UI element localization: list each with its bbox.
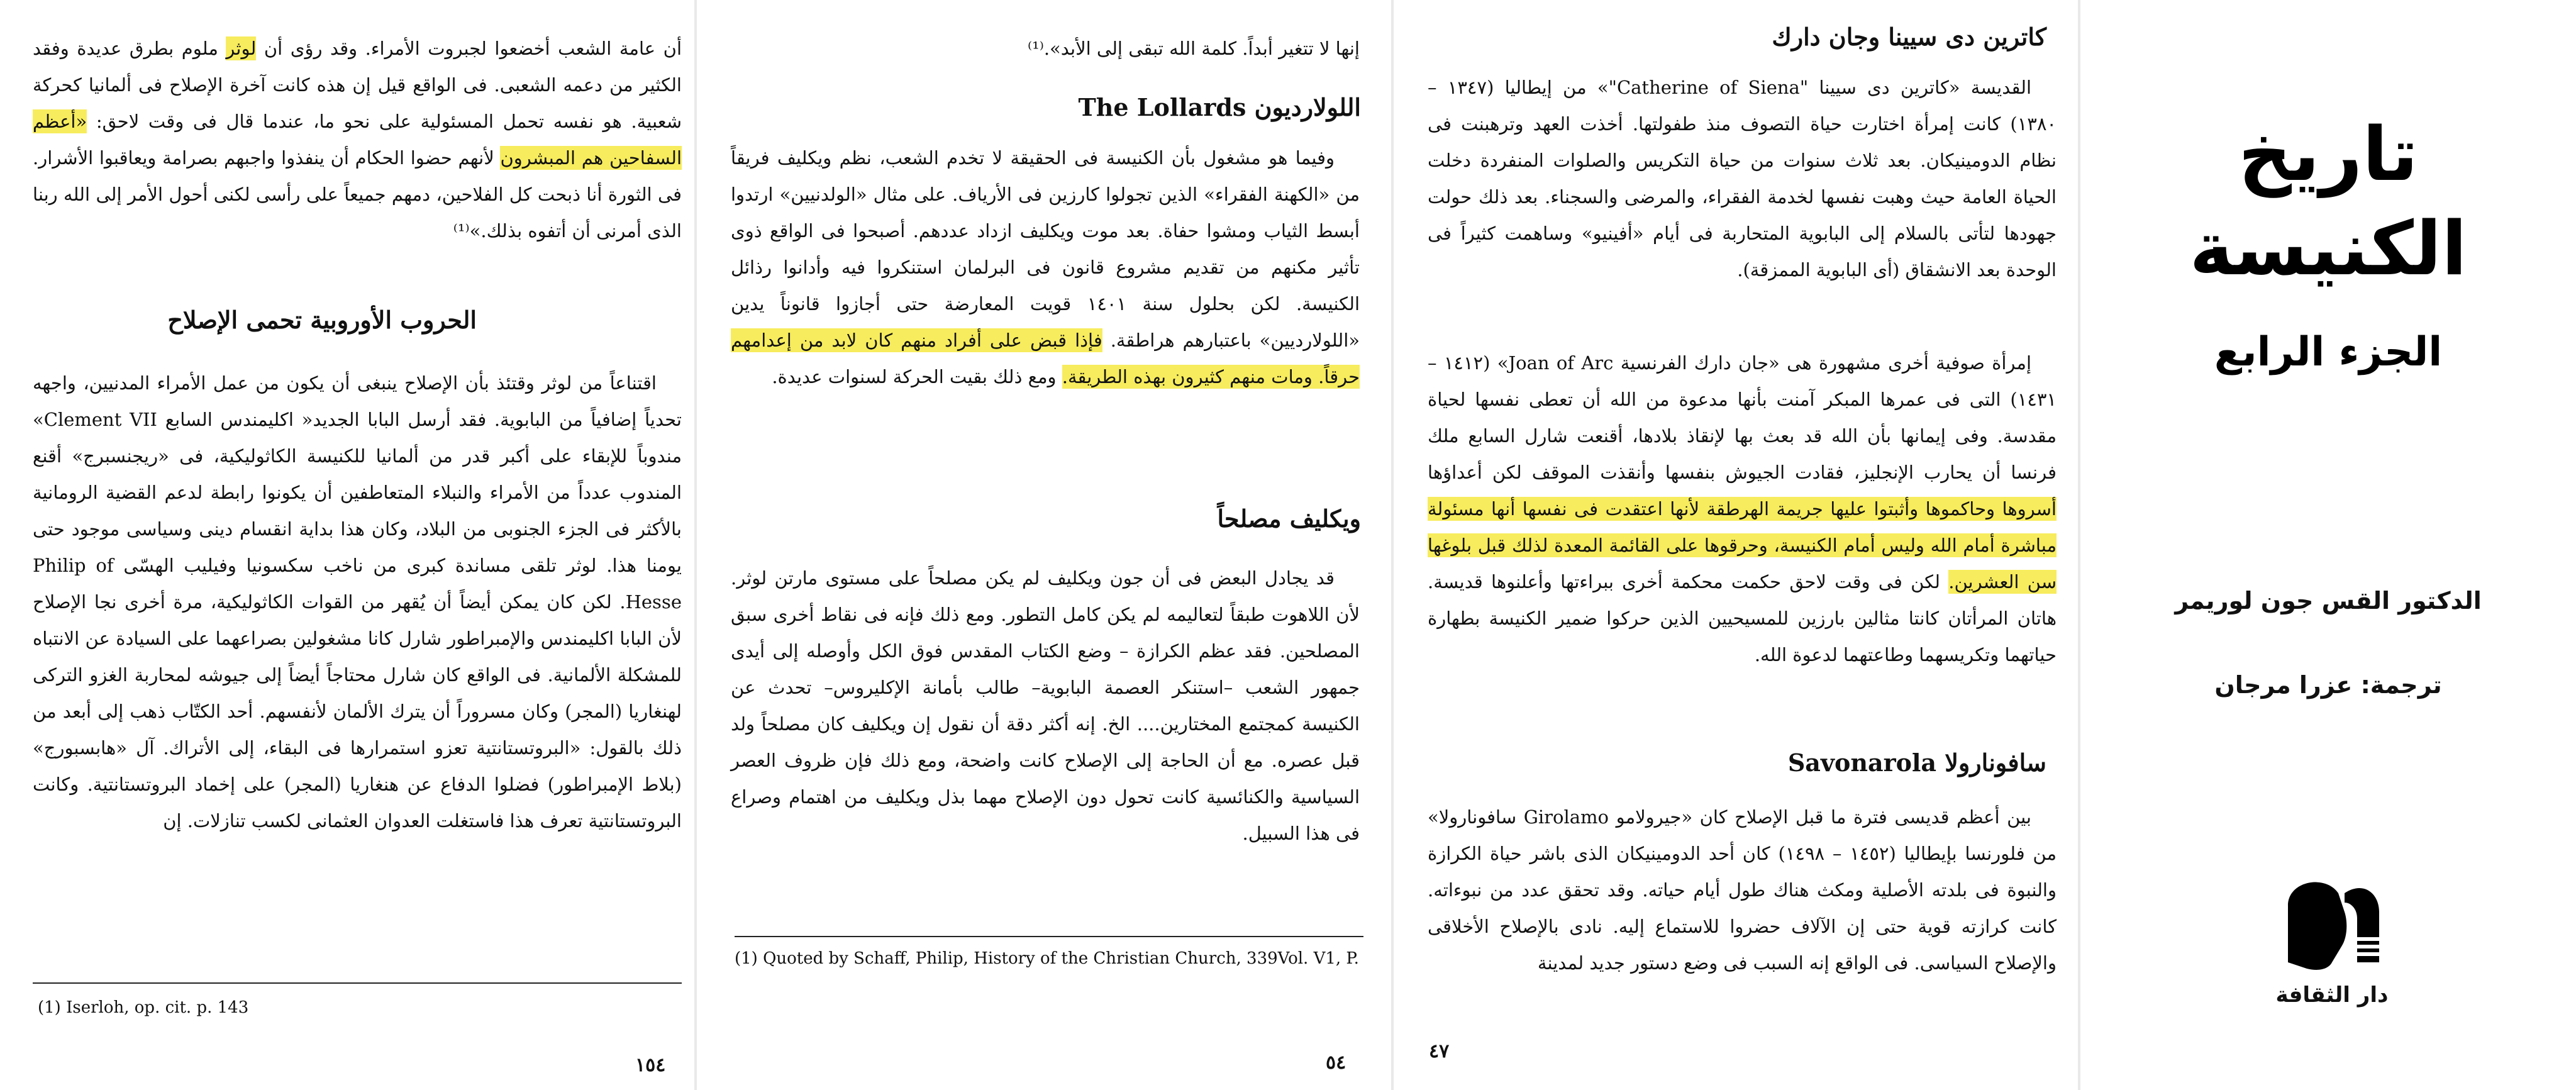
section-heading: الحروب الأوروبية تحمى الإصلاح	[167, 306, 477, 334]
page-54-intro: إنها لا تتغير أبداً. كلمة الله تبقى إلى الأبد».⁽¹⁾	[1027, 38, 1360, 59]
section-heading-savonarola: سافونارولا Savonarola	[1787, 748, 2046, 777]
book-page-54	[697, 0, 1394, 1090]
publisher-name: دار الثقافة	[2275, 982, 2389, 1008]
footnote: (1) Quoted by Schaff, Philip, History of the Christian Church, 339Vol. V1, P.	[735, 949, 1359, 968]
footnote: (1) Iserloh, op. cit. p. 143	[38, 998, 249, 1017]
highlighted-text: «أعظم السفاحين هم المبشرون	[33, 111, 682, 169]
page-154-opening-text	[33, 30, 682, 249]
book-cover	[2080, 0, 2576, 1090]
page-47-joan-text: إمرأة صوفية أخرى مشهورة هى «جان دارك الفرنسية Joan of Arc» (١٤١٢ – ١٤٣١) التى فى عمرها المبكر آمنت بأنها مدعوة من الله أن تعطى نفسها لحياة مقدسة. وفى إيمانها بأن الله قد بعث بها لإنقاذ بلادها، أقنعت شارل السابع ملك فرنسا أن يحارب الإنجليز، فقادت الجيوش بنفسها وأنقذت الموقف لكن أعداؤها أسروها وحاكموها وأثبتوا عليها جريمة الهرطقة لأنها اعتقدت فى نفسها أنها مسئولة مباشرة أمام الله وليس أمام الكنيسة، وحرقوها على القائمة المعدة لذلك قبل بلوغها سن العشرين. لكن فى وقت لاحق حكمت محكمة أخرى ببراءتها وأعلنوها قديسة. هاتان المرأتان كانتا مثالين بارزين للمسيحيين الذين حركوا ضمير الكنيسة بطهارة حياتهما وتكريسهما وطاعتهما لدعوة الله.	[1428, 352, 2057, 665]
book-title: تاريخ الكنيسة	[2189, 111, 2467, 292]
book-page-154	[0, 0, 697, 1090]
section-heading-wycliffe: ويكليف مصلحاً	[1217, 504, 1361, 533]
page-154-paragraph-1: أن عامة الشعب أخضعوا لجبروت الأمراء. وقد رؤى أن لوثر ملوم بطرق عديدة وفقد الكثير من دعمه الشعبى. فى الواقع قيل إن هذه كانت آخرة الإصلاح فى ألمانيا كحركة شعبية. هو نفسه تحمل المسئولية على نحو ما، عندما قال فى وقت لاحق: «أعظم السفاحين هم المبشرون لأنهم حضوا الحكام أن ينفذوا واجبهم بصرامة ويعاقبوا الأشرار. فى الثورة أنا ذبحت كل الفلاحين، دمهم جميعاً على رأسى لكنى أحول الأمر إلى الله ربنا الذى أمرنى أن أتفوه بذلك.»⁽¹⁾	[33, 38, 682, 242]
page-154-body	[33, 365, 682, 839]
page-47-savonarola-text: بين أعظم قديسى فترة ما قبل الإصلاح كان «جيرولامو Girolamo سافونارولا» من فلورنسا بإيطاليا (١٤٥٢ – ١٤٩٨) كان أحد الدومينيكان الذى باشر حياة الكرازة والنبوة فى بلدته الأصلية ومكث هناك طول أيام حياته. وقد تحقق عدد من نبوءاته. كانت كرازته قوية حتى إن الآلاف حضروا للاستماع إليه. نادى بالإصلاح الأخلاقى والإصلاح السياسى. فى الواقع إنه السبب فى وضع دستور جديد لمدينة	[1428, 806, 2057, 974]
page-54-wycliffe-text: قد يجادل البعض فى أن جون ويكليف لم يكن مصلحاً على مستوى مارتن لوثر. لأن اللاهوت طبقاً لتعاليمه لم يكن كامل التطور. ومع ذلك فإنه فى نقاط أخرى سبق المصلحين. فقد عظم الكرازة – وضع الكتاب المقدس فوق الكل وأوصله إلى أيدى جمهور الشعب –استنكر العصمة البابوية– طالب بأمانة الإكليروس– تحدث عن الكنيسة كمجتمع المختارين.... الخ. إنه أكثر دقة أن نقول إن ويكليف كان مصلحاً ولد قبل عصره. مع أن الحاجة إلى الإصلاح كانت واضحة، ومع ذلك فإن ظروف العصر السياسية والكنائسية كانت تحول دون الإصلاح مهما بذل ويكليف من اهتمام وصراع فى هذا السبيل.	[731, 567, 1360, 844]
page-154-paragraph-2: اقتناعاً من لوثر وقتئذ بأن الإصلاح ينبغى أن يكون من عمل الأمراء المدنيين، واجهه تحدياً إضافياً من البابوية. فقد أرسل البابا الجديد« اكليمندس السابع Clement VII» مندوباً للإبقاء على أكبر قدر من ألمانيا للكنيسة الكاثوليكية، فى «ريجنسبرج» أقنع المندوب عدداً من الأمراء والنبلاء المتعاطفين أن يكونوا رابطة لدعم القضية الرومانية بالأكثر فى الجزء الجنوبى من البلاد، وكان هذا بداية انقسام دينى وسياسى موجود حتى يومنا هذا. لوثر تلقى مساندة كبرى من ناخب سكسونيا وفيليب الهسّى Philip of Hesse. لكن كان يمكن أيضاً أن يُقهر من القوات الكاثوليكية، مرة أخرى نجا الإصلاح لأن البابا اكليمندس والإمبراطور شارل كانا مشغولين بصراعهما على السيادة عن الانتباه للمشكلة الألمانية. فى الواقع كان شارل محتاجاً أيضاً إلى جيوشه لمحاربة الغزو التركى لهنغاريا (المجر) وكان مسروراً أن يترك الألمان لأنفسهم. أحد الكتّاب ذهب إلى أبعد من ذلك بالقول: «البروتستانتية تعزو استمرارها فى البقاء، إلى الأتراك. آل «هابسبورج» (بلاط الإمبراطور) فضلوا الدفاع عن هنغاريا (المجر) على إخماد البروتستانتية. وكانت البروتستانتية تعرف هذا فاستغلت العدوان العثمانى لكسب تنازلات. إن	[33, 372, 682, 831]
volume-label: الجزء الرابع	[2214, 329, 2443, 375]
highlighted-text: فإذا قبض على أفراد منهم كان لابد من إعدامهم حرقاً. ومات منهم كثيرون بهذه الطريقة.	[731, 330, 1360, 387]
footnote-divider	[33, 982, 682, 984]
highlighted-text: أسروها وحاكموها وأثبتوا عليها جريمة الهرطقة لأنها اعتقدت فى نفسها أنها مسئولة مباشرة أمام الله وليس أمام الكنيسة، وحرقوها على القائمة المعدة لذلك قبل بلوغها سن العشرين.	[1428, 498, 2057, 592]
highlighted-text: لوثر	[226, 38, 257, 59]
page-47-catherine-text: القديسة «كاترين دى سيينا "Catherine of Siena"» من إيطاليا (١٣٤٧ – ١٣٨٠) كانت إمرأة اختارت حياة التصوف منذ طفولتها. أخذت العهد وترهبنت فى نظام الدومينيكان. بعد ثلاث سنوات من حياة التكريس والصلوات المنفردة دخلت الحياة العامة حيث وهبت نفسها لخدمة الفقراء، والمرضى والسجناء. بعد ذلك حولت جهودها لتأتى بالسلام إلى البابوية المتحاربة فى أيام «أفينيو» وساهمت كثيراً فى الوحدة بعد الانشقاق (أى البابوية الممزقة).	[1428, 77, 2057, 281]
section-heading-catherine-joan: كاترين دى سيينا وجان دارك	[1772, 23, 2046, 51]
translator-name: ترجمة: عزرا مرجان	[2214, 671, 2442, 699]
footnote-divider	[735, 936, 1363, 937]
section-heading-lollards: اللولارديون The Lollards	[1078, 93, 1361, 121]
page-number: ١٥٤	[635, 1054, 666, 1076]
author-name: الدكتور القس جون لوريمر	[2175, 587, 2482, 615]
page-number: ٥٤	[1326, 1052, 1346, 1074]
book-page-47	[1394, 0, 2080, 1090]
page-number: ٤٧	[1429, 1040, 1450, 1062]
page-54-lollards-text: وفيما هو مشغول بأن الكنيسة فى الحقيقة لا تخدم الشعب، نظم ويكليف فريقاً من «الكهنة الفقراء» الذين تجولوا كارزين فى الأرياف. على مثال «الولدنيين» ارتدوا أبسط الثياب ومشوا حفاة. بعد موت ويكليف ازداد عددهم. أصبحوا فى الواقع ذوى تأثير مكنهم من تقديم مشروع قانون فى البرلمان استنكروا فيه وأدانوا رذائل الكنيسة. لكن بحلول سنة ١٤٠١ قويت المعارضة حتى أجازوا قانوناً يدين «اللولارديين» باعتبارهم هراطقة. فإذا قبض على أفراد منهم كان لابد من إعدامهم حرقاً. ومات منهم كثيرون بهذه الطريقة. ومع ذلك بقيت الحركة لسنوات عديدة.	[731, 147, 1360, 387]
